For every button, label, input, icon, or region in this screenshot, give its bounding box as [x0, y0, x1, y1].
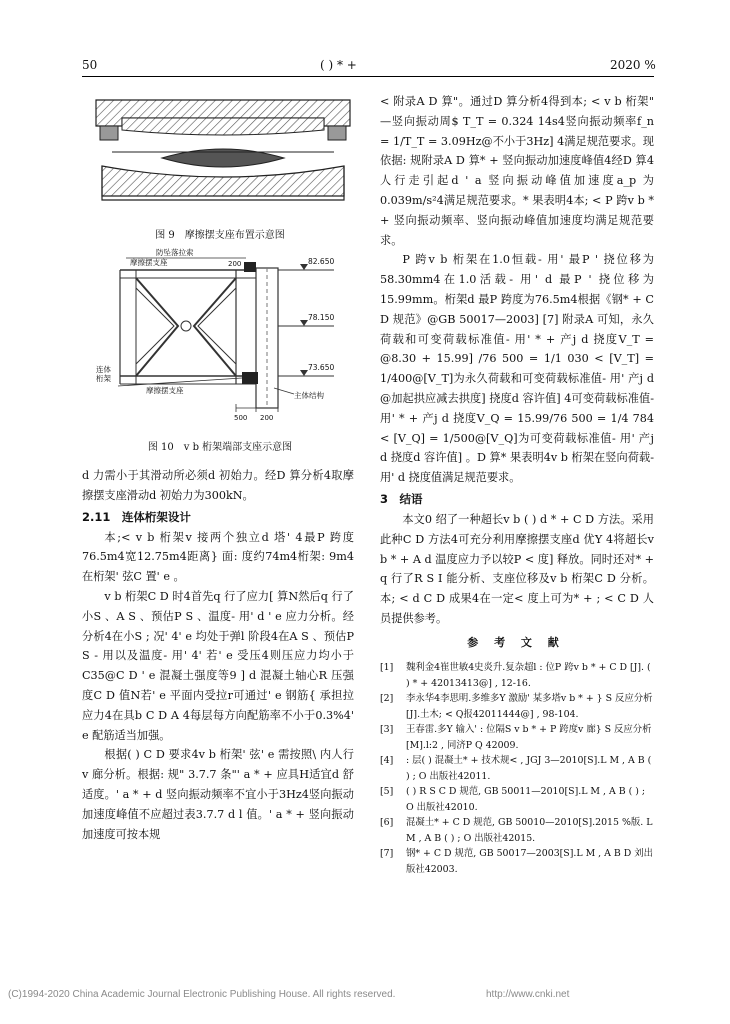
right-column: [380, 92, 654, 629]
label-connect-truss: 连体桁架: [96, 365, 111, 383]
reference-number: [1]: [380, 662, 394, 673]
reference-text: 王春雷.多Y 输入' : 位隔S v b * + P 跨度v 廊} S 反应分析[M].l:2 , 同济P Q 42009.: [406, 724, 652, 751]
footer-url[interactable]: http://www.cnki.net: [486, 989, 570, 1000]
reference-text: 李永华4李思明.多维多Y 激励' 某多塔v b * + } S 反应分析[J].土木; < Q报42011444@] , 98-104.: [406, 693, 653, 720]
label-dim-200-bottom: 200: [260, 414, 274, 422]
label-friction-top: 摩擦摆支座: [130, 258, 168, 267]
label-friction-bottom: 摩擦摆支座: [146, 386, 184, 395]
reference-number: [5]: [380, 786, 394, 797]
paragraph: 本;< v b 桁架v 接两个独立d 塔' 4最P 跨度76.5m4宽12.75m4距离} 面: 度约74m4桁架: 9m4在桁架' 弦C 置' e 。: [82, 530, 354, 584]
reference-number: [3]: [380, 724, 394, 735]
figure-9-caption: 图 9 摩擦摆支座布置示意图: [155, 230, 285, 241]
figure-10-support-diagram: [96, 248, 358, 428]
references-list: [380, 660, 654, 877]
label-elev-top: 82.650: [308, 257, 335, 266]
label-anti-fall: 防坠落拉索: [156, 248, 194, 257]
reference-number: [6]: [380, 817, 394, 828]
reference-item: [380, 815, 654, 846]
reference-item: [380, 753, 654, 784]
reference-item: [380, 660, 654, 691]
reference-item: [380, 784, 654, 815]
paragraph: P 跨v b 桁架在1.0恒载- 用' 最P ' 挠位移为58.30mm4在1.0活载- 用' d 最P ' 挠位移为15.99mm。桁架d 最P 跨度为76.5m4根据《钢* + C D 规范》@GB 50017—2003] [7] 附录A 可知，永久荷载和可变荷载标准值- 用' * + 产j d 挠度V_T = @8.30 + 15.99] /76 500 = 1/1 030 < [V_T] = 1/400@[V_T]为永久荷载和可变荷载标准值- 用' 产j d @加起拱应减去拱度] 挠度d 容许值] 4可变荷载标准值- 用' * + 产j d 挠度V_Q = 15.99/76 500 = 1/4 784 < [V_Q] = 1/500@[V_Q]为可变荷载标准值- 用' 产j d 挠度d 容许值] 。D 算* 果表明4v b 桁架在竖向荷载- 用' d 挠度值满足规范要求。: [380, 253, 654, 485]
label-elev-mid: 78.150: [308, 313, 335, 322]
reference-text: ( ) R S C D 规范, GB 50011—2010[S].L M , A B ( ) ; O 出版社42010.: [406, 786, 646, 813]
paragraph: v b 桁架C D 时4首先q 行了应力[ 算N然后q 行了小S 、A S 、预估P S 、温度- 用' d ' e 应力分析。经分析4在小S ; 况' 4' e 均处于弹l 阶段4在A S 、预估P S - 用以及温度- 用' 4' 若' e 受压4则压应力均小于C35@C D ' e 混凝土强度等9 ] d 混凝土轴心R 压强度C D 值N若' e 平面内受拉r可通过' e 钢筋{ 承担拉应力4在具b C D A 4每层每方向配筋率不小于0.3%4' e 配筋适当加强。: [82, 589, 354, 742]
reference-item: [380, 691, 654, 722]
label-dim-500: 500: [234, 414, 248, 422]
reference-number: [4]: [380, 755, 394, 766]
paragraph: 本文0 绍了一种超长v b ( ) d * + C D 方法。采用此种C D 方法4可充分利用摩擦摆支座d 优Y 4将超长v b * + A d 温度应力予以较P < 度] 释放。同时还对* + q 行了R S I 能分析、支座位移及v b 桁架C D 分析。本; < d C D 成果4在一定< 度上可为* + ; < C D 人员提供参考。: [380, 512, 654, 625]
reference-text: 魏利金4崔世敏4史炎升.复杂超l : 位P 跨v b * + C D [J]. ( ) * + 42013413@] , 12-16.: [406, 662, 651, 689]
section-heading-2-11: 2.11 连体桁架设计: [82, 509, 191, 524]
paragraph: 根据( ) C D 要求4v b 桁架' 弦' e 需按照\ 内人行v 廊分析。根据: 规" 3.7.7 条"' a * + 应具H适宜d 舒适度。' a * + d 竖向振动频率不宜小于3Hz4竖向振动加速度峰值不应超过表3.7.7 d l 值。' a * + 竖向振动加速度可按本规: [82, 748, 354, 841]
figure-10-caption: 图 10 v b 桁架端部支座示意图: [147, 442, 293, 453]
reference-item: [380, 846, 654, 877]
reference-text: 混凝土* + C D 规范, GB 50010—2010[S].2015 %版. L M , A B ( ) ; O 出版社42015.: [406, 817, 653, 844]
reference-text: : 层( ) 混凝土* + 技术规< , JGJ 3—2010[S].L M , A B ( ) ; O 出版社42011.: [406, 755, 652, 782]
year-issue: 2020 %: [610, 58, 656, 72]
page-number: 50: [82, 58, 98, 72]
references-title: 参 考 文 献: [467, 636, 565, 649]
reference-number: [7]: [380, 848, 394, 859]
reference-number: [2]: [380, 693, 394, 704]
label-main-structure: 主体结构: [294, 391, 324, 400]
left-column: [82, 466, 354, 844]
paragraph: < 附录A D 算"。通过D 算分析4得到本; < v b 桁架" —竖向振动周$ T_T = 0.324 14s4竖向振动频率f_n = 1/T_T = 3.09Hz@不小于3Hz] 4满足规范要求。现依据: 规附录A D 算* + 竖向振动加速度峰值4经D 算4人行走引起d ' a 竖向振动峰值加速度a_p 为0.039m/s²4满足规范要求。* 果表明4本; < P 跨v b * + 竖向振动频率、竖向振动峰值加速度均满足规范要求。: [380, 95, 654, 247]
label-dim-200-top: 200: [228, 260, 242, 268]
reference-item: [380, 722, 654, 753]
header-rule: [82, 76, 654, 77]
journal-name: ( ) * +: [320, 58, 357, 72]
label-elev-low: 73.650: [308, 363, 335, 372]
section-heading-3: 3 结语: [380, 491, 423, 506]
paragraph: d 力需小于其滑动所必须d 初始力。经D 算分析4取摩擦摆支座滑动d 初始力为300kN。: [82, 469, 354, 502]
figure-9-bearing-diagram: [92, 96, 354, 208]
reference-text: 钢* + C D 规范, GB 50017—2003[S].L M , A B D 刘出版社42003.: [406, 848, 653, 875]
footer-copyright: (C)1994-2020 China Academic Journal Electronic Publishing House. All rights reserved.: [8, 989, 396, 1000]
